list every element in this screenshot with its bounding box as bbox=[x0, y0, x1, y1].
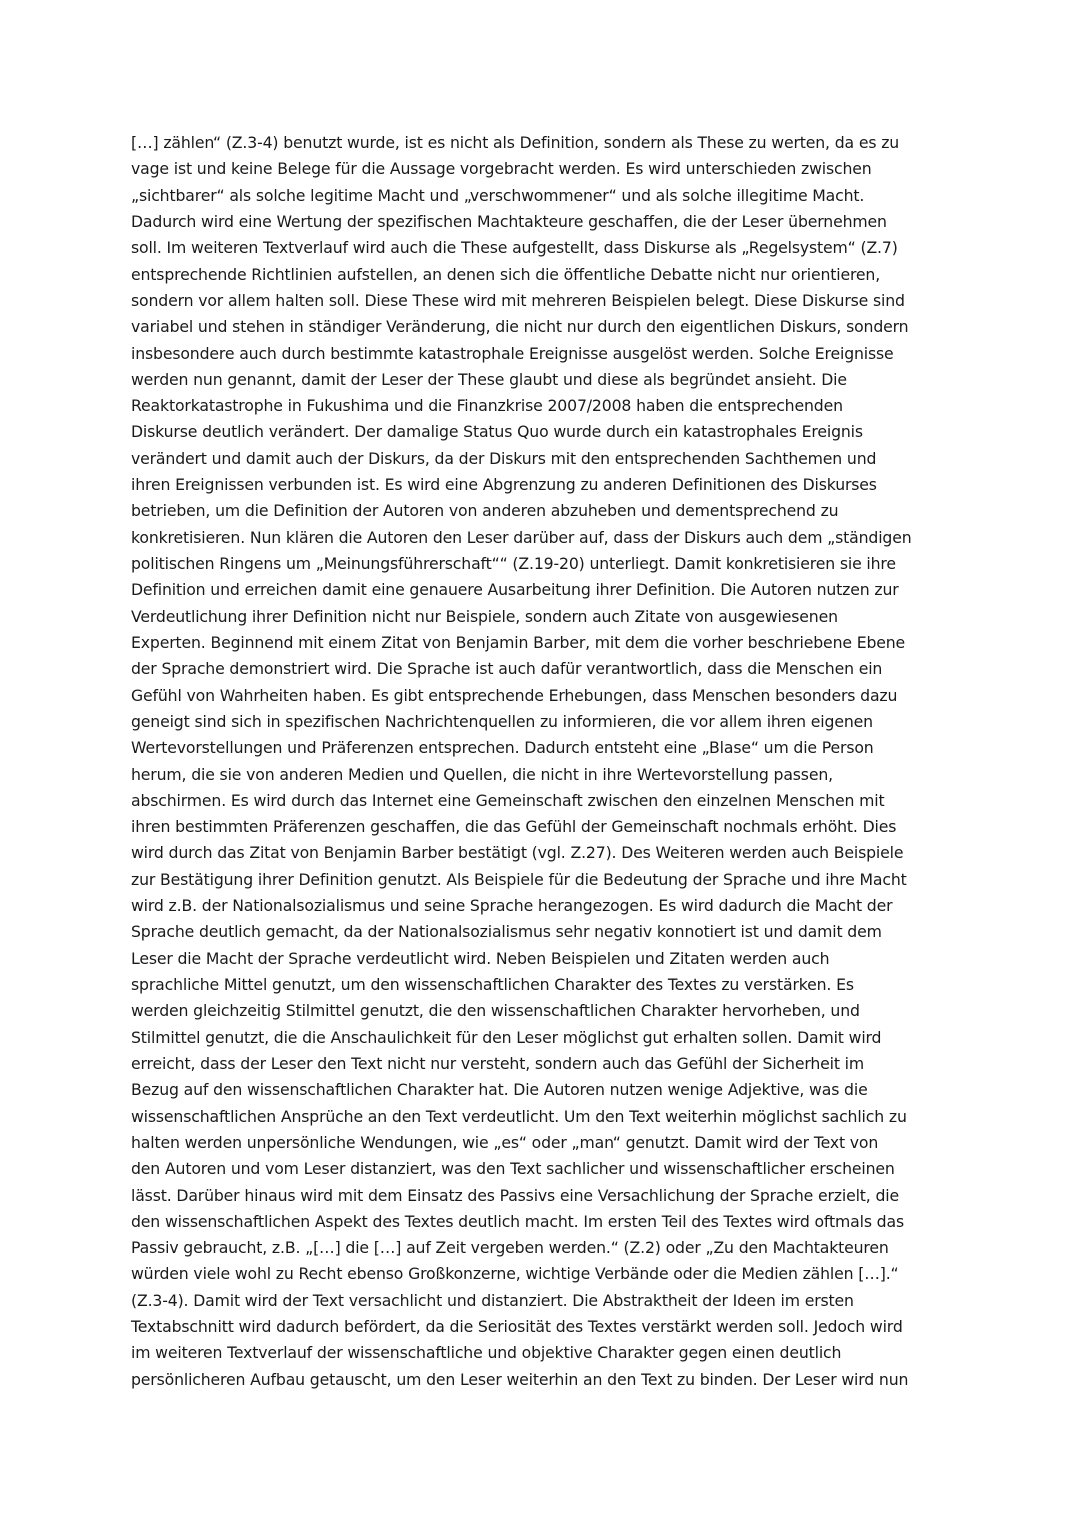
text-line: Experten. Beginnend mit einem Zitat von Benjamin Barber, mit dem die vorher beschriebene Ebene bbox=[131, 632, 906, 652]
text-line: persönlicheren Aufbau getauscht, um den Leser weiterhin an den Text zu binden. Der Leser wird nun bbox=[131, 1369, 909, 1389]
text-line: werden gleichzeitig Stilmittel genutzt, die den wissenschaftlichen Charakter hervorheben, und bbox=[131, 1001, 860, 1021]
essay-body-text bbox=[131, 130, 961, 1393]
text-line: Wertevorstellungen und Präferenzen entsprechen. Dadurch entsteht eine „Blase“ um die Person bbox=[131, 738, 874, 758]
text-line: Stilmittel genutzt, die die Anschaulichkeit für den Leser möglichst gut erhalten sollen. Damit wird bbox=[131, 1027, 882, 1047]
text-line: Leser die Macht der Sprache verdeutlicht wird. Neben Beispielen und Zitaten werden auch bbox=[131, 948, 830, 968]
text-line: vage ist und keine Belege für die Aussage vorgebracht werden. Es wird unterschieden zwischen bbox=[131, 159, 872, 179]
text-line: variabel und stehen in ständiger Veränderung, die nicht nur durch den eigentlichen Diskurs, sondern bbox=[131, 317, 909, 337]
text-line: Sprache deutlich gemacht, da der Nationalsozialismus sehr negativ konnotiert ist und damit dem bbox=[131, 922, 882, 942]
text-line: Definition und erreichen damit eine genauere Ausarbeitung ihrer Definition. Die Autoren nutzen zur bbox=[131, 580, 899, 600]
text-line: politischen Ringens um „Meinungsführerschaft““ (Z.19-20) unterliegt. Damit konkretisieren sie ihre bbox=[131, 554, 896, 573]
text-line: wissenschaftlichen Ansprüche an den Text verdeutlicht. Um den Text weiterhin möglichst sachlich zu bbox=[131, 1106, 907, 1126]
text-line: konkretisieren. Nun klären die Autoren den Leser darüber auf, dass der Diskurs auch dem „ständigen bbox=[131, 527, 912, 547]
text-line: herum, die sie von anderen Medien und Quellen, die nicht in ihre Wertevorstellung passen, bbox=[131, 764, 833, 784]
text-line: im weiteren Textverlauf der wissenschaftliche und objektive Charakter gegen einen deutlich bbox=[131, 1343, 842, 1363]
text-line: würden viele wohl zu Recht ebenso Großkonzerne, wichtige Verbände oder die Medien zählen […].“ bbox=[131, 1264, 899, 1284]
text-line: ihren bestimmten Präferenzen geschaffen, die das Gefühl der Gemeinschaft nochmals erhöht. Dies bbox=[131, 817, 897, 837]
text-line: Passiv gebraucht, z.B. „[…] die […] auf Zeit vergeben werden.“ (Z.2) oder „Zu den Machtakteuren bbox=[131, 1238, 889, 1258]
text-line: Bezug auf den wissenschaftlichen Charakter hat. Die Autoren nutzen wenige Adjektive, was die bbox=[131, 1080, 868, 1100]
text-line: wird durch das Zitat von Benjamin Barber bestätigt (vgl. Z.27). Des Weiteren werden auch Beispiele bbox=[131, 843, 904, 863]
text-line: Textabschnitt wird dadurch befördert, da die Seriosität des Textes verstärkt werden soll. Jedoch wird bbox=[131, 1317, 903, 1337]
text-line: betrieben, um die Definition der Autoren von anderen abzuheben und dementsprechend zu bbox=[131, 501, 839, 521]
text-line: ihren Ereignissen verbunden ist. Es wird eine Abgrenzung zu anderen Definitionen des Diskurses bbox=[131, 475, 877, 495]
text-line: der Sprache demonstriert wird. Die Sprache ist auch dafür verantwortlich, dass die Menschen ein bbox=[131, 659, 883, 679]
text-line: Verdeutlichung ihrer Definition nicht nur Beispiele, sondern auch Zitate von ausgewiesenen bbox=[131, 606, 838, 626]
text-line: Gefühl von Wahrheiten haben. Es gibt entsprechende Erhebungen, dass Menschen besonders dazu bbox=[131, 685, 898, 705]
text-line: den wissenschaftlichen Aspekt des Textes deutlich macht. Im ersten Teil des Textes wird oftmals das bbox=[131, 1211, 904, 1231]
text-line: sprachliche Mittel genutzt, um den wissenschaftlichen Charakter des Textes zu verstärken. Es bbox=[131, 975, 854, 994]
text-line: Dadurch wird eine Wertung der spezifischen Machtakteure geschaffen, die der Leser übernehmen bbox=[131, 211, 887, 231]
text-line: zur Bestätigung ihrer Definition genutzt. Als Beispiele für die Bedeutung der Sprache und ihre Macht bbox=[131, 869, 907, 889]
text-line: werden nun genannt, damit der Leser der These glaubt und diese als begründet ansieht. Die bbox=[131, 369, 847, 389]
text-line: sondern vor allem halten soll. Diese These wird mit mehreren Beispielen belegt. Diese Diskurse sind bbox=[131, 290, 905, 310]
text-line: entsprechende Richtlinien aufstellen, an denen sich die öffentliche Debatte nicht nur orientieren, bbox=[131, 264, 881, 284]
text-line: […] zählen“ (Z.3-4) benutzt wurde, ist es nicht als Definition, sondern als These zu werten, da es zu bbox=[131, 133, 900, 152]
text-line: halten werden unpersönliche Wendungen, wie „es“ oder „man“ genutzt. Damit wird der Text von bbox=[131, 1132, 879, 1152]
text-line: „sichtbarer“ als solche legitime Macht und „verschwommener“ und als solche illegitime Macht. bbox=[131, 185, 865, 205]
text-line: wird z.B. der Nationalsozialismus und seine Sprache herangezogen. Es wird dadurch die Macht der bbox=[131, 896, 893, 916]
text-line: verändert und damit auch der Diskurs, da der Diskurs mit den entsprechenden Sachthemen und bbox=[131, 448, 877, 468]
text-line: erreicht, dass der Leser den Text nicht nur versteht, sondern auch das Gefühl der Sicherheit im bbox=[131, 1053, 865, 1073]
text-line: insbesondere auch durch bestimmte katastrophale Ereignisse ausgelöst werden. Solche Ereignisse bbox=[131, 343, 894, 363]
text-line: lässt. Darüber hinaus wird mit dem Einsatz des Passivs eine Versachlichung der Sprache erzielt, die bbox=[131, 1185, 899, 1205]
text-line: Diskurse deutlich verändert. Der damalige Status Quo wurde durch ein katastrophales Ereignis bbox=[131, 422, 863, 442]
text-line: den Autoren und vom Leser distanziert, was den Text sachlicher und wissenschaftlicher erscheinen bbox=[131, 1159, 895, 1179]
text-line: Reaktorkatastrophe in Fukushima und die Finanzkrise 2007/2008 haben die entsprechenden bbox=[131, 396, 843, 416]
text-line: (Z.3-4). Damit wird der Text versachlicht und distanziert. Die Abstraktheit der Ideen im ersten bbox=[131, 1290, 854, 1310]
text-line: geneigt sind sich in spezifischen Nachrichtenquellen zu informieren, die vor allem ihren eigenen bbox=[131, 711, 873, 731]
text-line: soll. Im weiteren Textverlauf wird auch die These aufgestellt, dass Diskurse als „Regelsystem“ (Z.7) bbox=[131, 238, 898, 258]
text-line: abschirmen. Es wird durch das Internet eine Gemeinschaft zwischen den einzelnen Menschen mit bbox=[131, 790, 885, 810]
